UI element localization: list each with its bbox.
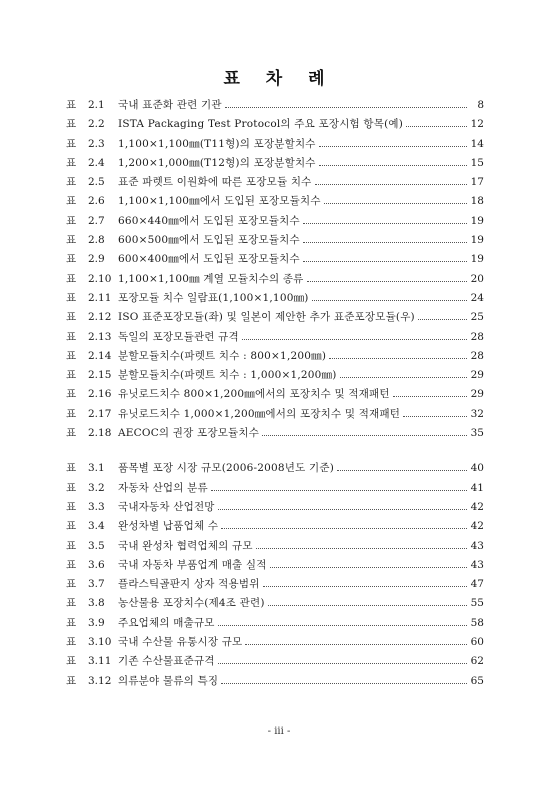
toc-entry[interactable]	[66, 538, 484, 557]
toc-entry-label: 표	[66, 118, 77, 131]
toc-entry-label: 표	[66, 349, 77, 362]
page-title: 표 차 례	[223, 69, 335, 89]
toc-entry[interactable]	[66, 367, 484, 386]
toc-entry-number: 2.12	[88, 311, 112, 324]
toc-entry-number: 2.7	[88, 214, 105, 227]
toc-entry-label: 표	[66, 195, 77, 208]
dot-leader	[263, 580, 467, 587]
toc-entry-page: 43	[470, 558, 484, 571]
toc-entry-label: 표	[66, 539, 77, 552]
toc-entry-title: 분할모듈치수(파렛트 치수 : 1,000×1,200㎜)	[118, 369, 337, 382]
toc-entry-label: 표	[66, 500, 77, 513]
toc-entry-page: 17	[470, 176, 484, 189]
toc-entry-page: 55	[470, 597, 484, 610]
toc-entry[interactable]	[66, 251, 484, 270]
toc-entry[interactable]	[66, 290, 484, 309]
toc-entry-page: 19	[470, 253, 484, 266]
toc-entry[interactable]	[66, 232, 484, 251]
toc-entry-page: 47	[470, 578, 484, 591]
toc-entry-title: AECOC의 권장 포장모듈치수	[118, 427, 260, 440]
toc-entry-number: 2.6	[88, 195, 105, 208]
toc-entry-label: 표	[66, 388, 77, 401]
dot-leader	[303, 236, 467, 243]
toc-entry-page: 18	[470, 195, 484, 208]
toc-entry-title: 국내자동차 산업전망	[118, 500, 215, 513]
toc-entry[interactable]	[66, 174, 484, 193]
toc-entry-label: 표	[66, 156, 77, 169]
toc-entry-page: 42	[470, 520, 484, 533]
toc-entry-title: 농산물용 포장치수(제4조 관련)	[118, 597, 265, 610]
dot-leader	[211, 484, 467, 491]
toc-entry-page: 28	[470, 330, 484, 343]
toc-entry-label: 표	[66, 99, 77, 111]
toc-entry-label: 표	[66, 558, 77, 571]
toc-entry-page: 28	[470, 349, 484, 362]
toc-entry-number: 2.18	[88, 427, 112, 440]
toc-entry-title: 의류분야 물류의 특징	[118, 674, 219, 687]
toc-entry-label: 표	[66, 674, 77, 687]
page-number-footer: - iii -	[267, 726, 291, 737]
dot-leader	[329, 352, 467, 359]
toc-entry-title: 1,100×1,100㎜에서 도입된 포장모듈치수	[118, 195, 321, 208]
toc-entry[interactable]	[66, 193, 484, 212]
toc-entry[interactable]	[66, 557, 484, 576]
toc-entry-number: 2.11	[88, 291, 112, 304]
toc-entry-page: 12	[470, 118, 484, 131]
toc-entry-page: 65	[470, 674, 484, 687]
toc-entry-number: 2.1	[88, 99, 105, 111]
toc-entry-number: 3.12	[88, 674, 112, 687]
toc-entry-title: 1,100×1,100㎜(T11형)의 포장분할치수	[118, 137, 316, 150]
dot-leader	[303, 217, 467, 224]
toc-entry[interactable]	[66, 136, 484, 155]
toc-entry-number: 3.8	[88, 597, 105, 610]
toc-entry[interactable]	[66, 116, 484, 135]
dot-leader	[270, 561, 467, 568]
toc-entry-number: 3.9	[88, 616, 105, 629]
toc-entry-number: 3.5	[88, 539, 105, 552]
toc-entry-page: 41	[470, 481, 484, 494]
toc-entry-label: 표	[66, 578, 77, 591]
toc-entry-number: 3.3	[88, 500, 105, 513]
toc-entry[interactable]	[66, 271, 484, 290]
toc-entry-page: 25	[470, 311, 484, 324]
toc-entry-title: 국내 수산물 유통시장 규모	[118, 636, 243, 649]
dot-leader	[340, 371, 467, 378]
dot-leader	[242, 333, 467, 340]
toc-entry[interactable]	[66, 425, 484, 444]
toc-entry-number: 3.11	[88, 655, 112, 668]
dot-leader	[337, 464, 467, 471]
dot-leader	[406, 120, 467, 127]
dot-leader	[303, 255, 467, 262]
dot-leader	[221, 677, 467, 684]
toc-entry-page: 62	[470, 655, 484, 668]
toc-entry[interactable]	[66, 615, 484, 634]
toc-entry-number: 2.14	[88, 349, 112, 362]
dot-leader	[319, 159, 467, 166]
toc-entry-title: 주요업체의 매출규모	[118, 616, 215, 629]
toc-entry-title: 1,200×1,000㎜(T12형)의 포장분할치수	[118, 156, 316, 169]
toc-entry-number: 2.4	[88, 156, 105, 169]
toc-entry-title: 국내 표준화 관련 기관	[118, 99, 222, 111]
toc-entry-page: 14	[470, 137, 484, 150]
toc-entry-label: 표	[66, 481, 77, 494]
toc-entry-label: 표	[66, 655, 77, 668]
dot-leader	[256, 542, 467, 549]
dot-leader	[218, 503, 467, 510]
toc-entry-page: 60	[470, 636, 484, 649]
toc-entry-number: 2.16	[88, 388, 112, 401]
toc-entry[interactable]	[66, 155, 484, 174]
toc-entry-page: 42	[470, 500, 484, 513]
toc-entry-label: 표	[66, 291, 77, 304]
toc-entry-label: 표	[66, 311, 77, 324]
toc-entry-title: 600×400㎜에서 도입된 포장모듈치수	[118, 253, 300, 266]
toc-entry[interactable]	[66, 480, 484, 499]
toc-entry[interactable]	[66, 97, 484, 116]
toc-entry-page: 40	[470, 462, 484, 475]
toc-entry-page: 58	[470, 616, 484, 629]
toc-entry[interactable]	[66, 518, 484, 537]
toc-entry-number: 2.17	[88, 407, 112, 420]
dot-leader	[403, 410, 467, 417]
toc-entry-label: 표	[66, 253, 77, 266]
toc-entry-number: 2.8	[88, 234, 105, 247]
toc-entry-label: 표	[66, 636, 77, 649]
dot-leader	[312, 294, 467, 301]
toc-entry-number: 2.9	[88, 253, 105, 266]
toc-entry-label: 표	[66, 462, 77, 475]
toc-entry[interactable]	[66, 348, 484, 367]
toc-entry-label: 표	[66, 407, 77, 420]
dot-leader	[262, 429, 467, 436]
toc-entry-title: 포장모듈 치수 일람표(1,100×1,100㎜)	[118, 291, 309, 304]
dot-leader	[307, 275, 467, 282]
toc-entry-label: 표	[66, 272, 77, 285]
toc-entry-title: 기존 수산물표준규격	[118, 655, 215, 668]
section-gap	[66, 444, 484, 460]
toc-entry-number: 2.3	[88, 137, 105, 150]
toc-entry[interactable]	[66, 653, 484, 672]
dot-leader	[319, 140, 467, 147]
toc-entry-number: 3.6	[88, 558, 105, 571]
toc-entry-page: 15	[470, 156, 484, 169]
dot-leader	[218, 619, 467, 626]
toc-entry-page: 19	[470, 234, 484, 247]
toc-entry-label: 표	[66, 234, 77, 247]
toc-entry-number: 2.15	[88, 369, 112, 382]
toc-entry[interactable]	[66, 595, 484, 614]
dot-leader	[393, 390, 467, 397]
toc-entry-label: 표	[66, 369, 77, 382]
toc-entry-number: 2.10	[88, 272, 112, 285]
toc-entry-page: 32	[470, 407, 484, 420]
toc-entry[interactable]	[66, 576, 484, 595]
dot-leader	[245, 638, 467, 645]
toc-entry-title: 표준 파렛트 이원화에 따른 포장모듈 치수	[118, 176, 312, 189]
toc-entry[interactable]	[66, 634, 484, 653]
toc-entry-page: 43	[470, 539, 484, 552]
toc-entry-title: 독일의 포장모듈관련 규격	[118, 330, 239, 343]
toc-entry-page: 24	[470, 291, 484, 304]
toc-entry[interactable]	[66, 309, 484, 328]
toc-entry-title: 600×500㎜에서 도입된 포장모듈치수	[118, 234, 300, 247]
toc-entry-label: 표	[66, 427, 77, 440]
toc-entry-title: ISO 표준포장모듈(좌) 및 일본이 제안한 추가 표준포장모듈(우)	[118, 311, 415, 324]
toc-entry[interactable]	[66, 673, 484, 692]
toc-entry[interactable]	[66, 499, 484, 518]
toc-entry-title: 플라스틱골판지 상자 적용범위	[118, 578, 260, 591]
toc-entry-page: 29	[470, 369, 484, 382]
dot-leader	[268, 599, 467, 606]
dot-leader	[221, 522, 467, 529]
table-of-contents	[66, 97, 484, 692]
toc-entry-title: 국내 자동차 부품업계 매출 실적	[118, 558, 267, 571]
toc-entry-label: 표	[66, 330, 77, 343]
toc-entry-number: 3.10	[88, 636, 112, 649]
toc-entry-title: 국내 완성차 협력업체의 규모	[118, 539, 253, 552]
dot-leader	[225, 101, 467, 108]
toc-entry-label: 표	[66, 137, 77, 150]
toc-entry-title: 유닛로드치수 1,000×1,200㎜에서의 포장치수 및 적재패턴	[118, 407, 401, 420]
dot-leader	[324, 197, 467, 204]
toc-entry[interactable]	[66, 386, 484, 405]
toc-entry[interactable]	[66, 406, 484, 425]
toc-entry-title: 자동차 산업의 분류	[118, 481, 208, 494]
toc-entry-number: 3.1	[88, 462, 105, 475]
toc-entry-number: 2.5	[88, 176, 105, 189]
toc-entry-title: 완성차별 납품업체 수	[118, 520, 219, 533]
toc-entry-page: 29	[470, 388, 484, 401]
toc-entry-title: 1,100×1,100㎜ 계열 모듈치수의 종류	[118, 272, 304, 285]
toc-entry-page: 20	[470, 272, 484, 285]
toc-entry-number: 3.7	[88, 578, 105, 591]
toc-entry-title: 분할모듈치수(파렛트 치수 : 800×1,200㎜)	[118, 349, 327, 362]
toc-entry-title: 품목별 포장 시장 규모(2006-2008년도 기준)	[118, 462, 334, 475]
toc-entry[interactable]	[66, 460, 484, 479]
toc-entry-title: 660×440㎜에서 도입된 포장모듈치수	[118, 214, 300, 227]
toc-entry-title: ISTA Packaging Test Protocol의 주요 포장시험 항목(예)	[118, 118, 404, 131]
toc-entry-number: 3.4	[88, 520, 105, 533]
toc-entry-label: 표	[66, 597, 77, 610]
dot-leader	[418, 313, 467, 320]
toc-entry-page: 19	[470, 214, 484, 227]
toc-entry-label: 표	[66, 520, 77, 533]
toc-entry-number: 2.2	[88, 118, 105, 131]
toc-entry[interactable]	[66, 213, 484, 232]
toc-entry-number: 2.13	[88, 330, 112, 343]
toc-entry[interactable]	[66, 329, 484, 348]
dot-leader	[218, 657, 467, 664]
toc-entry-page: 35	[470, 427, 484, 440]
toc-entry-number: 3.2	[88, 481, 105, 494]
toc-entry-title: 유닛로드치수 800×1,200㎜에서의 포장치수 및 적재패턴	[118, 388, 390, 401]
toc-entry-label: 표	[66, 616, 77, 629]
dot-leader	[315, 178, 467, 185]
toc-entry-label: 표	[66, 214, 77, 227]
toc-entry-label: 표	[66, 176, 77, 189]
toc-entry-page: 8	[477, 99, 484, 111]
